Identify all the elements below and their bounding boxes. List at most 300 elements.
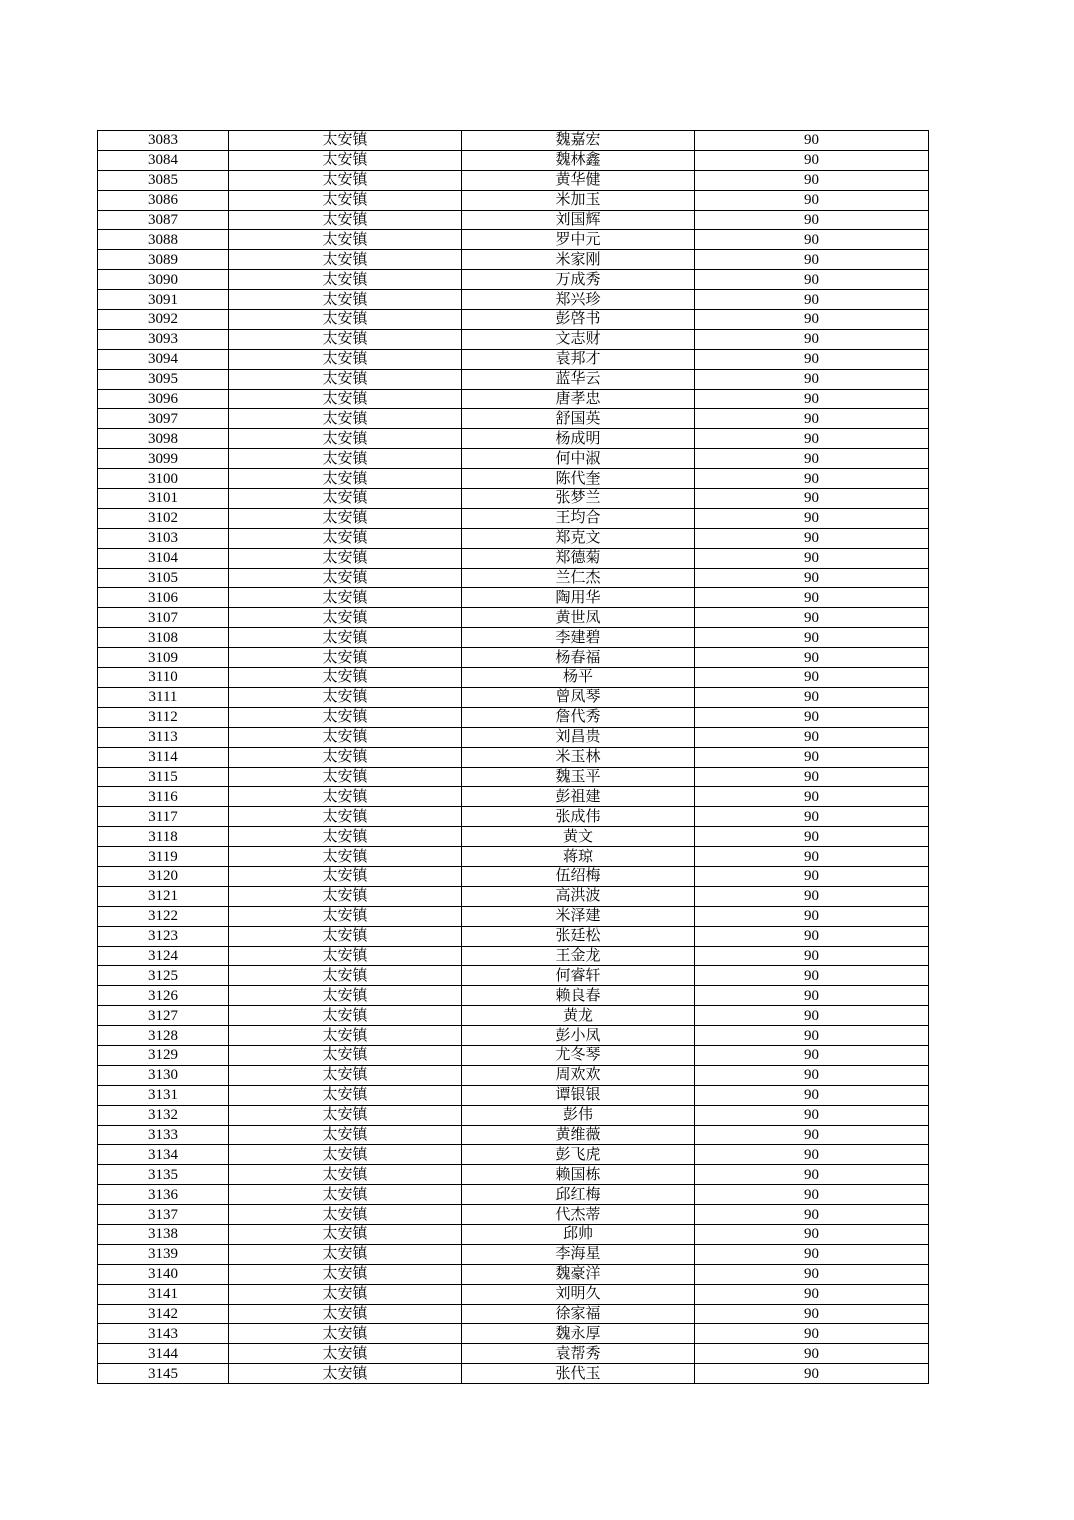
town-cell: 太安镇 xyxy=(229,1065,462,1085)
name-cell: 魏嘉宏 xyxy=(462,131,695,151)
amount-cell: 90 xyxy=(695,906,929,926)
serial-number-cell: 3112 xyxy=(98,707,229,727)
name-cell: 黄维薇 xyxy=(462,1125,695,1145)
town-cell: 太安镇 xyxy=(229,648,462,668)
table-row xyxy=(98,1244,929,1264)
town-cell: 太安镇 xyxy=(229,727,462,747)
amount-cell: 90 xyxy=(695,707,929,727)
table-row xyxy=(98,1284,929,1304)
table-row xyxy=(98,1125,929,1145)
town-cell: 太安镇 xyxy=(229,827,462,847)
table-row xyxy=(98,1364,929,1384)
name-cell: 尤冬琴 xyxy=(462,1045,695,1065)
serial-number-cell: 3110 xyxy=(98,668,229,688)
serial-number-cell: 3143 xyxy=(98,1324,229,1344)
serial-number-cell: 3091 xyxy=(98,290,229,310)
serial-number-cell: 3100 xyxy=(98,469,229,489)
town-cell: 太安镇 xyxy=(229,429,462,449)
name-cell: 刘昌贵 xyxy=(462,727,695,747)
town-cell: 太安镇 xyxy=(229,1264,462,1284)
table-row xyxy=(98,349,929,369)
amount-cell: 90 xyxy=(695,1006,929,1026)
serial-number-cell: 3140 xyxy=(98,1264,229,1284)
amount-cell: 90 xyxy=(695,847,929,867)
amount-cell: 90 xyxy=(695,727,929,747)
serial-number-cell: 3095 xyxy=(98,369,229,389)
town-cell: 太安镇 xyxy=(229,1244,462,1264)
serial-number-cell: 3115 xyxy=(98,767,229,787)
serial-number-cell: 3117 xyxy=(98,807,229,827)
table-row xyxy=(98,150,929,170)
serial-number-cell: 3106 xyxy=(98,588,229,608)
name-cell: 米泽建 xyxy=(462,906,695,926)
serial-number-cell: 3088 xyxy=(98,230,229,250)
town-cell: 太安镇 xyxy=(229,508,462,528)
amount-cell: 90 xyxy=(695,190,929,210)
town-cell: 太安镇 xyxy=(229,1026,462,1046)
amount-cell: 90 xyxy=(695,548,929,568)
table-row xyxy=(98,250,929,270)
serial-number-cell: 3137 xyxy=(98,1205,229,1225)
name-cell: 刘明久 xyxy=(462,1284,695,1304)
amount-cell: 90 xyxy=(695,270,929,290)
name-cell: 袁邦才 xyxy=(462,349,695,369)
amount-cell: 90 xyxy=(695,1026,929,1046)
name-cell: 米家刚 xyxy=(462,250,695,270)
town-cell: 太安镇 xyxy=(229,1145,462,1165)
table-row xyxy=(98,508,929,528)
amount-cell: 90 xyxy=(695,469,929,489)
town-cell: 太安镇 xyxy=(229,528,462,548)
name-cell: 何睿轩 xyxy=(462,966,695,986)
table-row xyxy=(98,1344,929,1364)
serial-number-cell: 3145 xyxy=(98,1364,229,1384)
table-row xyxy=(98,548,929,568)
name-cell: 邱帅 xyxy=(462,1224,695,1244)
town-cell: 太安镇 xyxy=(229,329,462,349)
amount-cell: 90 xyxy=(695,1205,929,1225)
name-cell: 兰仁杰 xyxy=(462,568,695,588)
town-cell: 太安镇 xyxy=(229,1224,462,1244)
serial-number-cell: 3118 xyxy=(98,827,229,847)
table-row xyxy=(98,290,929,310)
name-cell: 彭祖建 xyxy=(462,787,695,807)
amount-cell: 90 xyxy=(695,489,929,509)
serial-number-cell: 3125 xyxy=(98,966,229,986)
name-cell: 陶用华 xyxy=(462,588,695,608)
table-row xyxy=(98,628,929,648)
table-row xyxy=(98,1324,929,1344)
name-cell: 蒋琼 xyxy=(462,847,695,867)
amount-cell: 90 xyxy=(695,1244,929,1264)
serial-number-cell: 3120 xyxy=(98,866,229,886)
name-cell: 何中淑 xyxy=(462,449,695,469)
amount-cell: 90 xyxy=(695,409,929,429)
name-cell: 张成伟 xyxy=(462,807,695,827)
serial-number-cell: 3135 xyxy=(98,1165,229,1185)
serial-number-cell: 3102 xyxy=(98,508,229,528)
town-cell: 太安镇 xyxy=(229,230,462,250)
serial-number-cell: 3089 xyxy=(98,250,229,270)
town-cell: 太安镇 xyxy=(229,866,462,886)
name-cell: 杨平 xyxy=(462,668,695,688)
amount-cell: 90 xyxy=(695,946,929,966)
table-row xyxy=(98,568,929,588)
table-row xyxy=(98,131,929,151)
table-row xyxy=(98,687,929,707)
town-cell: 太安镇 xyxy=(229,1284,462,1304)
serial-number-cell: 3122 xyxy=(98,906,229,926)
name-cell: 郑兴珍 xyxy=(462,290,695,310)
town-cell: 太安镇 xyxy=(229,847,462,867)
table-row xyxy=(98,986,929,1006)
name-cell: 魏林鑫 xyxy=(462,150,695,170)
name-cell: 陈代奎 xyxy=(462,469,695,489)
name-cell: 伍绍梅 xyxy=(462,866,695,886)
table-row xyxy=(98,1026,929,1046)
name-cell: 袁帮秀 xyxy=(462,1344,695,1364)
town-cell: 太安镇 xyxy=(229,986,462,1006)
table-row xyxy=(98,1185,929,1205)
name-cell: 黄龙 xyxy=(462,1006,695,1026)
table-row xyxy=(98,668,929,688)
name-cell: 黄文 xyxy=(462,827,695,847)
amount-cell: 90 xyxy=(695,1065,929,1085)
amount-cell: 90 xyxy=(695,648,929,668)
name-cell: 李海星 xyxy=(462,1244,695,1264)
serial-number-cell: 3086 xyxy=(98,190,229,210)
serial-number-cell: 3099 xyxy=(98,449,229,469)
serial-number-cell: 3136 xyxy=(98,1185,229,1205)
amount-cell: 90 xyxy=(695,628,929,648)
name-cell: 周欢欢 xyxy=(462,1065,695,1085)
table-row xyxy=(98,1304,929,1324)
table-row xyxy=(98,807,929,827)
table-row xyxy=(98,906,929,926)
amount-cell: 90 xyxy=(695,687,929,707)
amount-cell: 90 xyxy=(695,210,929,230)
serial-number-cell: 3116 xyxy=(98,787,229,807)
name-cell: 詹代秀 xyxy=(462,707,695,727)
serial-number-cell: 3129 xyxy=(98,1045,229,1065)
amount-cell: 90 xyxy=(695,568,929,588)
table-row xyxy=(98,210,929,230)
town-cell: 太安镇 xyxy=(229,1304,462,1324)
serial-number-cell: 3139 xyxy=(98,1244,229,1264)
table-row xyxy=(98,747,929,767)
serial-number-cell: 3101 xyxy=(98,489,229,509)
name-cell: 谭银银 xyxy=(462,1085,695,1105)
table-row xyxy=(98,369,929,389)
serial-number-cell: 3126 xyxy=(98,986,229,1006)
name-cell: 赖良春 xyxy=(462,986,695,1006)
table-row xyxy=(98,1085,929,1105)
name-cell: 彭啓书 xyxy=(462,310,695,330)
serial-number-cell: 3094 xyxy=(98,349,229,369)
amount-cell: 90 xyxy=(695,150,929,170)
table-row xyxy=(98,1145,929,1165)
town-cell: 太安镇 xyxy=(229,170,462,190)
amount-cell: 90 xyxy=(695,966,929,986)
amount-cell: 90 xyxy=(695,1284,929,1304)
town-cell: 太安镇 xyxy=(229,1125,462,1145)
table-row xyxy=(98,608,929,628)
name-cell: 魏永厚 xyxy=(462,1324,695,1344)
serial-number-cell: 3111 xyxy=(98,687,229,707)
serial-number-cell: 3103 xyxy=(98,528,229,548)
town-cell: 太安镇 xyxy=(229,946,462,966)
town-cell: 太安镇 xyxy=(229,469,462,489)
table-row xyxy=(98,230,929,250)
amount-cell: 90 xyxy=(695,329,929,349)
town-cell: 太安镇 xyxy=(229,489,462,509)
amount-cell: 90 xyxy=(695,528,929,548)
table-row xyxy=(98,926,929,946)
amount-cell: 90 xyxy=(695,429,929,449)
serial-number-cell: 3119 xyxy=(98,847,229,867)
amount-cell: 90 xyxy=(695,449,929,469)
name-cell: 赖国栋 xyxy=(462,1165,695,1185)
serial-number-cell: 3087 xyxy=(98,210,229,230)
table-row xyxy=(98,270,929,290)
name-cell: 黄世凤 xyxy=(462,608,695,628)
town-cell: 太安镇 xyxy=(229,150,462,170)
amount-cell: 90 xyxy=(695,1304,929,1324)
table-row xyxy=(98,847,929,867)
name-cell: 彭飞虎 xyxy=(462,1145,695,1165)
table-row xyxy=(98,866,929,886)
town-cell: 太安镇 xyxy=(229,290,462,310)
table-row xyxy=(98,827,929,847)
amount-cell: 90 xyxy=(695,250,929,270)
town-cell: 太安镇 xyxy=(229,210,462,230)
amount-cell: 90 xyxy=(695,827,929,847)
name-cell: 邱红梅 xyxy=(462,1185,695,1205)
amount-cell: 90 xyxy=(695,369,929,389)
serial-number-cell: 3098 xyxy=(98,429,229,449)
table-row xyxy=(98,389,929,409)
table-row xyxy=(98,1264,929,1284)
amount-cell: 90 xyxy=(695,588,929,608)
table-row xyxy=(98,1045,929,1065)
town-cell: 太安镇 xyxy=(229,747,462,767)
name-cell: 张代玉 xyxy=(462,1364,695,1384)
town-cell: 太安镇 xyxy=(229,270,462,290)
serial-number-cell: 3130 xyxy=(98,1065,229,1085)
serial-number-cell: 3138 xyxy=(98,1224,229,1244)
name-cell: 文志财 xyxy=(462,329,695,349)
table-row xyxy=(98,648,929,668)
town-cell: 太安镇 xyxy=(229,449,462,469)
serial-number-cell: 3132 xyxy=(98,1105,229,1125)
town-cell: 太安镇 xyxy=(229,1006,462,1026)
town-cell: 太安镇 xyxy=(229,310,462,330)
table-row xyxy=(98,528,929,548)
name-cell: 高洪波 xyxy=(462,886,695,906)
amount-cell: 90 xyxy=(695,1344,929,1364)
amount-cell: 90 xyxy=(695,170,929,190)
serial-number-cell: 3133 xyxy=(98,1125,229,1145)
amount-cell: 90 xyxy=(695,1224,929,1244)
serial-number-cell: 3093 xyxy=(98,329,229,349)
amount-cell: 90 xyxy=(695,767,929,787)
name-cell: 曾凤琴 xyxy=(462,687,695,707)
table-row xyxy=(98,787,929,807)
table-row xyxy=(98,727,929,747)
amount-cell: 90 xyxy=(695,349,929,369)
table-row xyxy=(98,190,929,210)
serial-number-cell: 3109 xyxy=(98,648,229,668)
name-cell: 黄华健 xyxy=(462,170,695,190)
amount-cell: 90 xyxy=(695,608,929,628)
serial-number-cell: 3141 xyxy=(98,1284,229,1304)
town-cell: 太安镇 xyxy=(229,1045,462,1065)
table-row xyxy=(98,310,929,330)
town-cell: 太安镇 xyxy=(229,1364,462,1384)
name-cell: 郑德菊 xyxy=(462,548,695,568)
town-cell: 太安镇 xyxy=(229,250,462,270)
amount-cell: 90 xyxy=(695,1165,929,1185)
town-cell: 太安镇 xyxy=(229,926,462,946)
town-cell: 太安镇 xyxy=(229,1324,462,1344)
name-cell: 李建碧 xyxy=(462,628,695,648)
serial-number-cell: 3113 xyxy=(98,727,229,747)
name-cell: 彭伟 xyxy=(462,1105,695,1125)
amount-cell: 90 xyxy=(695,1045,929,1065)
name-cell: 罗中元 xyxy=(462,230,695,250)
town-cell: 太安镇 xyxy=(229,190,462,210)
table-row xyxy=(98,170,929,190)
name-cell: 彭小凤 xyxy=(462,1026,695,1046)
amount-cell: 90 xyxy=(695,747,929,767)
town-cell: 太安镇 xyxy=(229,906,462,926)
table-row xyxy=(98,449,929,469)
serial-number-cell: 3127 xyxy=(98,1006,229,1026)
name-cell: 刘国辉 xyxy=(462,210,695,230)
serial-number-cell: 3107 xyxy=(98,608,229,628)
town-cell: 太安镇 xyxy=(229,966,462,986)
serial-number-cell: 3124 xyxy=(98,946,229,966)
town-cell: 太安镇 xyxy=(229,389,462,409)
town-cell: 太安镇 xyxy=(229,886,462,906)
serial-number-cell: 3092 xyxy=(98,310,229,330)
table-row xyxy=(98,946,929,966)
name-cell: 代杰蒂 xyxy=(462,1205,695,1225)
town-cell: 太安镇 xyxy=(229,787,462,807)
town-cell: 太安镇 xyxy=(229,568,462,588)
town-cell: 太安镇 xyxy=(229,1165,462,1185)
serial-number-cell: 3134 xyxy=(98,1145,229,1165)
amount-cell: 90 xyxy=(695,787,929,807)
name-cell: 米加玉 xyxy=(462,190,695,210)
amount-cell: 90 xyxy=(695,986,929,1006)
amount-cell: 90 xyxy=(695,886,929,906)
amount-cell: 90 xyxy=(695,310,929,330)
table-row xyxy=(98,767,929,787)
table-row xyxy=(98,1065,929,1085)
amount-cell: 90 xyxy=(695,866,929,886)
name-cell: 王金龙 xyxy=(462,946,695,966)
table-row xyxy=(98,429,929,449)
town-cell: 太安镇 xyxy=(229,369,462,389)
amount-cell: 90 xyxy=(695,1364,929,1384)
town-cell: 太安镇 xyxy=(229,1105,462,1125)
table-row xyxy=(98,1165,929,1185)
amount-cell: 90 xyxy=(695,1085,929,1105)
table-row xyxy=(98,707,929,727)
name-cell: 杨成明 xyxy=(462,429,695,449)
serial-number-cell: 3084 xyxy=(98,150,229,170)
name-cell: 唐孝忠 xyxy=(462,389,695,409)
amount-cell: 90 xyxy=(695,926,929,946)
amount-cell: 90 xyxy=(695,230,929,250)
town-cell: 太安镇 xyxy=(229,767,462,787)
name-cell: 徐家福 xyxy=(462,1304,695,1324)
amount-cell: 90 xyxy=(695,1324,929,1344)
serial-number-cell: 3142 xyxy=(98,1304,229,1324)
amount-cell: 90 xyxy=(695,807,929,827)
table-row xyxy=(98,588,929,608)
amount-cell: 90 xyxy=(695,1105,929,1125)
serial-number-cell: 3096 xyxy=(98,389,229,409)
name-cell: 杨春福 xyxy=(462,648,695,668)
town-cell: 太安镇 xyxy=(229,409,462,429)
table-row xyxy=(98,886,929,906)
table-row xyxy=(98,409,929,429)
serial-number-cell: 3114 xyxy=(98,747,229,767)
amount-cell: 90 xyxy=(695,389,929,409)
serial-number-cell: 3085 xyxy=(98,170,229,190)
name-cell: 万成秀 xyxy=(462,270,695,290)
serial-number-cell: 3090 xyxy=(98,270,229,290)
table-row xyxy=(98,469,929,489)
name-cell: 张廷松 xyxy=(462,926,695,946)
data-table xyxy=(97,130,929,1384)
town-cell: 太安镇 xyxy=(229,628,462,648)
town-cell: 太安镇 xyxy=(229,1185,462,1205)
name-cell: 米玉林 xyxy=(462,747,695,767)
town-cell: 太安镇 xyxy=(229,608,462,628)
serial-number-cell: 3108 xyxy=(98,628,229,648)
table-row xyxy=(98,1224,929,1244)
table-row xyxy=(98,1205,929,1225)
amount-cell: 90 xyxy=(695,1185,929,1205)
name-cell: 张梦兰 xyxy=(462,489,695,509)
serial-number-cell: 3105 xyxy=(98,568,229,588)
table-body xyxy=(98,131,929,1384)
name-cell: 蓝华云 xyxy=(462,369,695,389)
town-cell: 太安镇 xyxy=(229,707,462,727)
serial-number-cell: 3121 xyxy=(98,886,229,906)
amount-cell: 90 xyxy=(695,1264,929,1284)
name-cell: 魏玉平 xyxy=(462,767,695,787)
table-row xyxy=(98,489,929,509)
name-cell: 王均合 xyxy=(462,508,695,528)
amount-cell: 90 xyxy=(695,668,929,688)
serial-number-cell: 3123 xyxy=(98,926,229,946)
amount-cell: 90 xyxy=(695,131,929,151)
town-cell: 太安镇 xyxy=(229,1205,462,1225)
amount-cell: 90 xyxy=(695,290,929,310)
town-cell: 太安镇 xyxy=(229,588,462,608)
serial-number-cell: 3131 xyxy=(98,1085,229,1105)
town-cell: 太安镇 xyxy=(229,1344,462,1364)
town-cell: 太安镇 xyxy=(229,1085,462,1105)
town-cell: 太安镇 xyxy=(229,548,462,568)
table-row xyxy=(98,1105,929,1125)
town-cell: 太安镇 xyxy=(229,668,462,688)
serial-number-cell: 3144 xyxy=(98,1344,229,1364)
